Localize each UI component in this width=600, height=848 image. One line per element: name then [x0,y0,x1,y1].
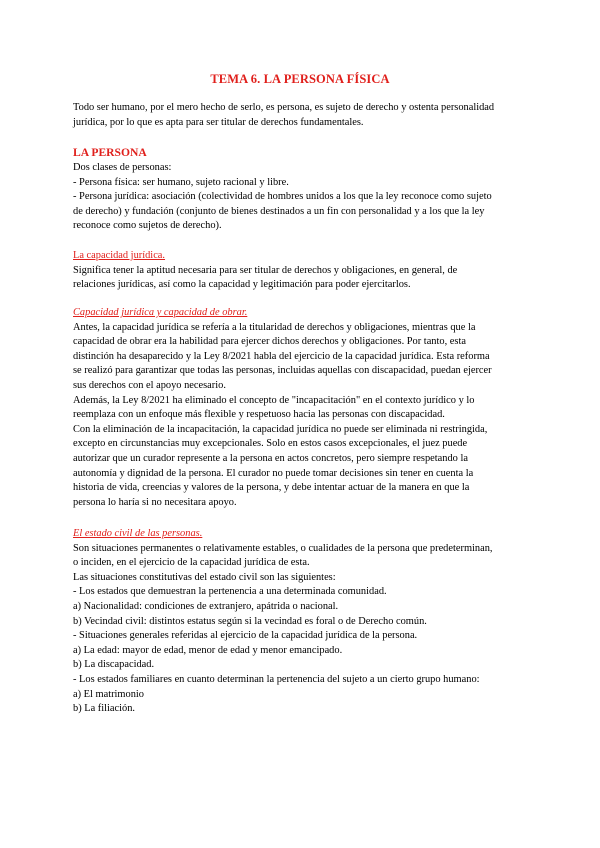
text-line: autonomía y dignidad de la persona. El curador no puede tomar decisiones sin tener en cuenta la [73,467,474,479]
text-line: relaciones jurídicas, así como la capacidad y legitimación para poder ejercitarlos. [73,279,411,291]
subsection-heading: El estado civil de las personas. [73,528,203,539]
text-line: b) Vecindad civil: distintos estatus según si la vecindad es foral o de Derecho común. [73,615,427,627]
text-line: sus derechos con el apoyo necesario. [73,379,226,391]
text-line: autorizar que un curador represente a la persona en actos concretos, pero siempre respetando la [73,452,468,464]
text-line: historia de vida, creencias y valores de la persona, y debe intentar actuar de la manera en que la [73,482,470,494]
subsection-heading: Capacidad jurídica y capacidad de obrar. [73,307,248,318]
text-line: se realizó para garantizar que todas las personas, incluidas aquellas con discapacidad, puedan ejercer [73,365,492,377]
text-line: Significa tener la aptitud necesaria para ser titular de derechos y obligaciones, en general, de [73,264,458,276]
text-line: - Los estados que demuestran la pertenencia a una determinada comunidad. [73,586,387,598]
section-persona [73,145,533,234]
text-line: - Los estados familiares en cuanto determinan la pertenencia del sujeto a un cierto grupo humano: [73,673,480,685]
text-line: Las situaciones constitutivas del estado civil son las siguientes: [73,571,336,583]
text-line: - Persona jurídica: asociación (colectividad de hombres unidos a los que la ley reconoce como sujeto [73,191,492,203]
text-line: a) El matrimonio [73,688,144,700]
subsection-heading: La capacidad jurídica. [73,250,166,261]
text-line: jurídica, por lo que es apta para ser titular de derechos fundamentales. [73,116,364,128]
text-line: reemplaza con un enfoque más flexible y respetuoso hacia las personas con discapacidad. [73,409,445,421]
text-line: distinción ha desaparecido y la Ley 8/2021 habla del ejercicio de la capacidad jurídica. Esta reforma [73,350,490,362]
text-line: o inciden, en el ejercicio de la capacidad jurídica de esta. [73,557,310,569]
text-line: a) La edad: mayor de edad, menor de edad y menor emancipado. [73,644,343,656]
text-line: de derecho) y fundación (conjunto de bienes destinados a un fin con personalidad y a los que la ley [73,205,485,217]
section-heading: LA PERSONA [73,146,147,159]
text-line: b) La filiación. [73,703,136,715]
text-line: - Situaciones generales referidas al ejercicio de la capacidad jurídica de la persona. [73,630,418,642]
text-line: Todo ser humano, por el mero hecho de serlo, es persona, es sujeto de derecho y ostenta personalidad [73,102,495,113]
text-line: reconoce como sujetos de derecho). [73,220,222,232]
text-line: persona lo haría si no necesitara apoyo. [73,496,237,508]
page-title: TEMA 6. LA PERSONA FÍSICA [210,72,390,86]
section-obrar [73,306,533,510]
text-line: Con la eliminación de la incapacitación, la capacidad jurídica no puede ser eliminada ni restringida, [73,423,488,435]
text-line: Antes, la capacidad jurídica se refería a la titularidad de derechos y obligaciones, mientras que la [73,321,476,333]
text-line: b) La discapacidad. [73,659,155,671]
text-line: a) Nacionalidad: condiciones de extranjero, apátrida o nacional. [73,600,339,612]
section-capacidad [73,249,533,293]
intro-paragraph [73,101,533,130]
section-estado-civil [73,527,533,717]
text-line: Dos clases de personas: [73,162,172,173]
text-line: Además, la Ley 8/2021 ha eliminado el concepto de "incapacitación" en el contexto jurídico y lo [73,394,475,406]
text-line: - Persona física: ser humano, sujeto racional y libre. [73,176,289,188]
text-line: capacidad de obrar era la habilidad para ejercer dichos derechos y obligaciones. Por tanto, esta [73,336,466,348]
text-line: Son situaciones permanentes o relativamente estables, o cualidades de la persona que predeterminan, [73,542,493,554]
text-line: excepto en circunstancias muy excepcionales. Solo en estos casos excepcionales, el juez puede [73,438,468,450]
